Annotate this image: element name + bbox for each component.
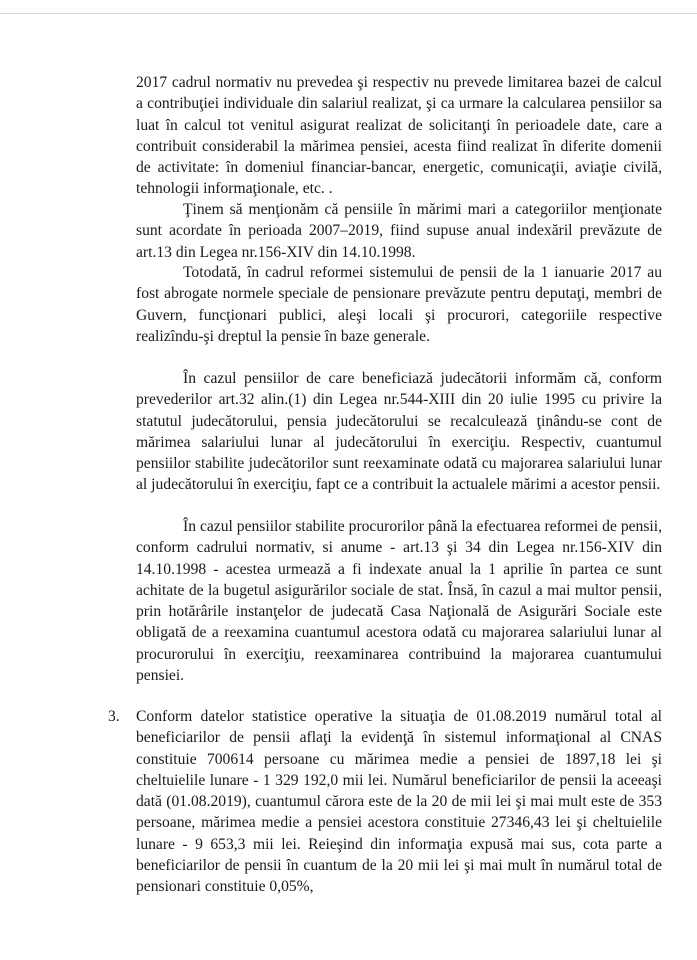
list-item-number: 3. [108, 708, 120, 725]
paragraph-judges-pensions: În cazul pensiilor de care beneficiază judecătorii informăm că, conform prevederilor art.32 alin.(1) din Legea nr.544-XIII din 20 iulie 1995 cu privire la statutul judecătorului, pensia judecătorului se recalculează ţinându-se cont de mărimea salariului lunar al judecătorului în exerciţiu. Respectiv, cuantumul pensiilor stabilite judecătorilor sunt reexaminate odată cu majorarea salariului lunar al judecătorului în exerciţiu, fapt ce a contribuit la actualele mărimi a acestor pensii. [136, 370, 662, 494]
paragraph-pension-reform: Totodată, în cadrul reformei sistemului de pensii de la 1 ianuarie 2017 au fost abrogate normele speciale de pensionare prevăzute pentru deputaţi, membri de Guvern, funcţionari publici, aleşi locali şi procurori, categoriile respective realizîndu-şi dreptul la pensie în baze generale. [136, 264, 662, 345]
paragraph-contribution-base: 2017 cadrul normativ nu prevedea şi respectiv nu prevede limitarea bazei de calcul a contribuţiei individuale din salariul realizat, şi ca urmare la calcularea pensiilor sa luat în calcul tot venitul asigurat realizat de solicitanţi în perioadele date, care a contribuit considerabil la mărimea pensiei, acesta fiind realizat în diferite domenii de activitate: în domeniul financiar-bancar, energetic, comunicaţii, aviaţie civilă, tehnologii informaţionale, etc. . [136, 74, 662, 198]
paragraph-statistics: Conform datelor statistice operative la situaţia de 01.08.2019 numărul total al beneficiarilor de pensii aflaţi la evidenţă în sistemul informaţional al CNAS constituie 700614 persoane cu mărimea medie a pensiei de 1897,18 lei şi cheltuielile lunare - 1 329 192,0 mii lei. Numărul beneficiarilor de pensii la aceeaşi dată (01.08.2019), cuantumul cărora este de la 20 de mii lei şi mai mult este de 353 persoane, mărimea medie a pensiei acestora constituie 27346,43 lei şi cheltuielile lunare - 9 653,3 mii lei. Reieşind din informaţia expusă mai sus, cota parte a beneficiarilor de pensii în cuantum de la 20 mii lei şi mai mult în numărul total de pensionari constituie 0,05%, [136, 708, 662, 896]
paragraph-large-pensions: Ţinem să menţionăm că pensiile în mărimi mari a categoriilor menţionate sunt acordate în perioada 2007–2019, fiind supuse anual indexăril prevăzute de art.13 din Legea nr.156-XIV din 14.10.1998. [136, 201, 662, 261]
paragraph-prosecutors-pensions: În cazul pensiilor stabilite procurorilor până la efectuarea reformei de pensii, conform cadrului normativ, si anume - art.13 şi 34 din Legea nr.156-XIV din 14.10.1998 - acestea urmează a fi indexate anual la 1 aprilie în partea ce sunt achitate de la bugetul asigurărilor sociale de stat. Însă, în cazul a mai multor pensii, prin hotărârile instanţelor de judecată Casa Naţională de Asigurări Sociale este obligată de a reexamina cuantumul acestora odată cu majorarea salariului lunar al procurorului în exerciţiu, reexaminarea contribuind la majorarea cuantumului pensiei. [136, 518, 662, 685]
